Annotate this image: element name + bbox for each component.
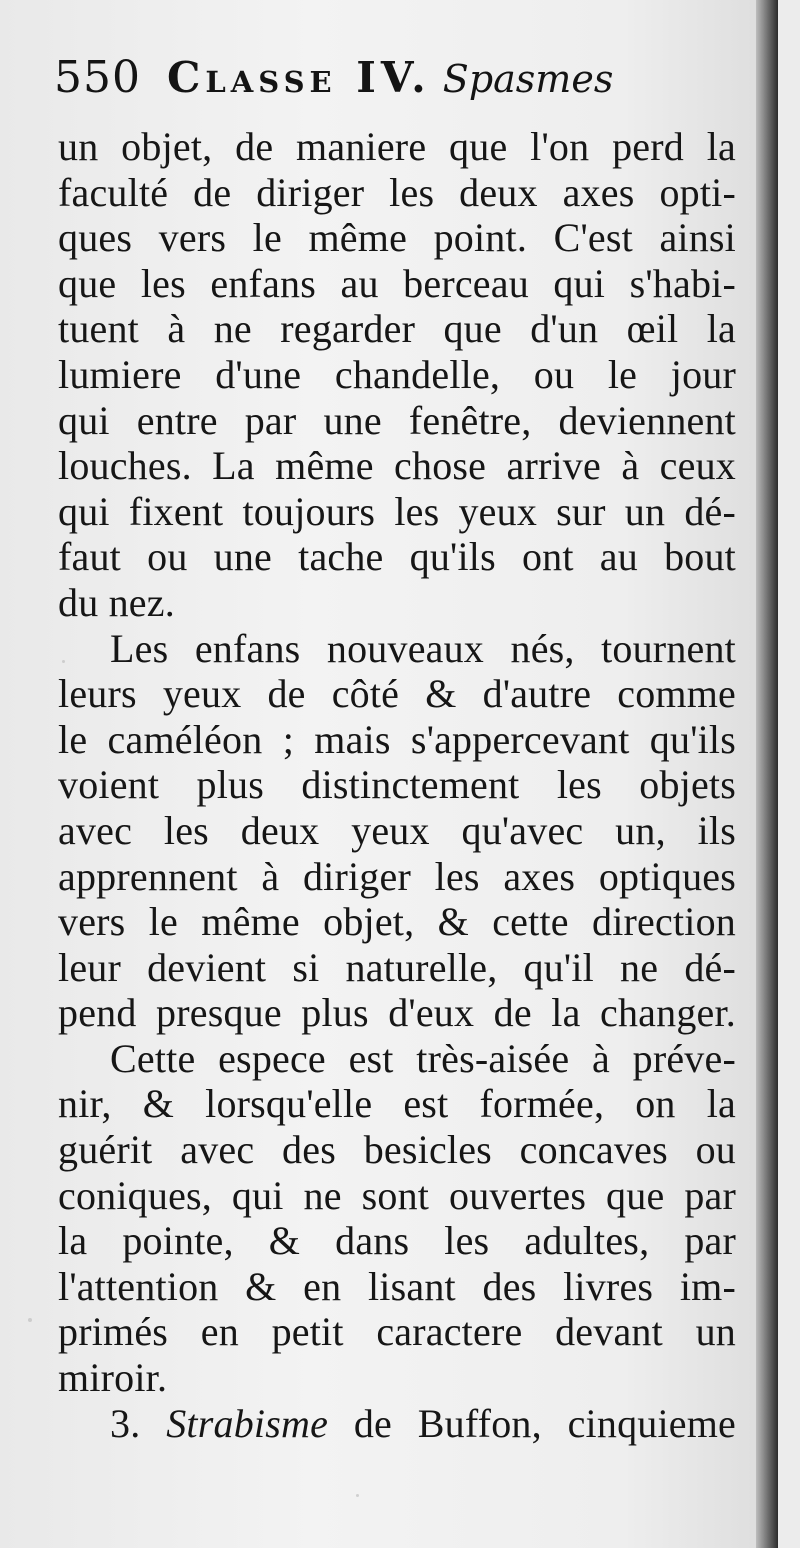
text-line: l'attention & en lisant des livres im- [58,1263,736,1309]
text-line: tuent à ne regarder que d'un œil la [58,306,736,352]
text-line: avec les deux yeux qu'avec un, ils [58,807,736,853]
text-line: qui fixent toujours les yeux sur un dé- [58,488,736,534]
text-line: vers le même objet, & cette direction [58,899,736,945]
paragraph-1 [58,124,736,626]
text-line: la pointe, & dans les adultes, par [58,1218,736,1264]
text-line: guérit avec des besicles concaves ou [58,1127,736,1173]
text-line: que les enfans au berceau qui s'habi- [58,260,736,306]
text-line: faculté de diriger les deux axes opti- [58,169,736,215]
text-line: un objet, de maniere que l'on perd la [58,124,736,169]
text-line: miroir. [58,1355,168,1401]
text-line: qui entre par une fenêtre, deviennent [58,397,736,443]
page-number: 550 [54,52,141,103]
text-line: pend presque plus d'eux de la changer. [58,990,736,1036]
running-title: Spasmes [442,57,614,101]
text-fragment: de Buffon, cinquieme [353,1400,737,1446]
text-line [58,1401,736,1447]
text-line: Cette espece est très-aisée à préve- [110,1035,736,1081]
text-line: ques vers le même point. C'est ainsi [58,215,736,261]
list-number: 3. [110,1400,141,1446]
text-line: primés en petit caractere devant un [58,1309,736,1355]
ink-speck [62,660,65,663]
text-line: apprennent à diriger les axes optiques [58,853,736,899]
text-line: nir, & lorsqu'elle est formée, on la [58,1081,736,1127]
text-line: louches. La même chose arrive à ceux [58,443,736,489]
text-line: lumiere d'une chandelle, ou le jour [58,351,736,397]
paragraph-2 [58,626,736,1036]
text-line: du nez. [58,579,175,625]
text-line: faut ou une tache qu'ils ont au bout [58,534,736,580]
body-text [58,124,736,1446]
ink-speck [28,1318,32,1322]
page-header [54,52,754,122]
ink-speck [356,1494,359,1497]
page-gutter-shadow [756,0,778,1548]
paragraph-3 [58,1036,736,1401]
paragraph-4 [58,1401,736,1447]
text-line: leur devient si naturelle, qu'il ne dé- [58,944,736,990]
term-strabisme: Strabisme [166,1400,329,1446]
text-line: voient plus distinctement les objets [58,762,736,808]
text-line: Les enfans nouveaux nés, tournent [110,625,736,671]
text-line: leurs yeux de côté & d'autre comme [58,671,736,717]
section-title: Classe IV. [166,53,431,102]
text-line: coniques, qui ne sont ouvertes que par [58,1172,736,1218]
text-line: le caméléon ; mais s'appercevant qu'ils [58,716,736,762]
